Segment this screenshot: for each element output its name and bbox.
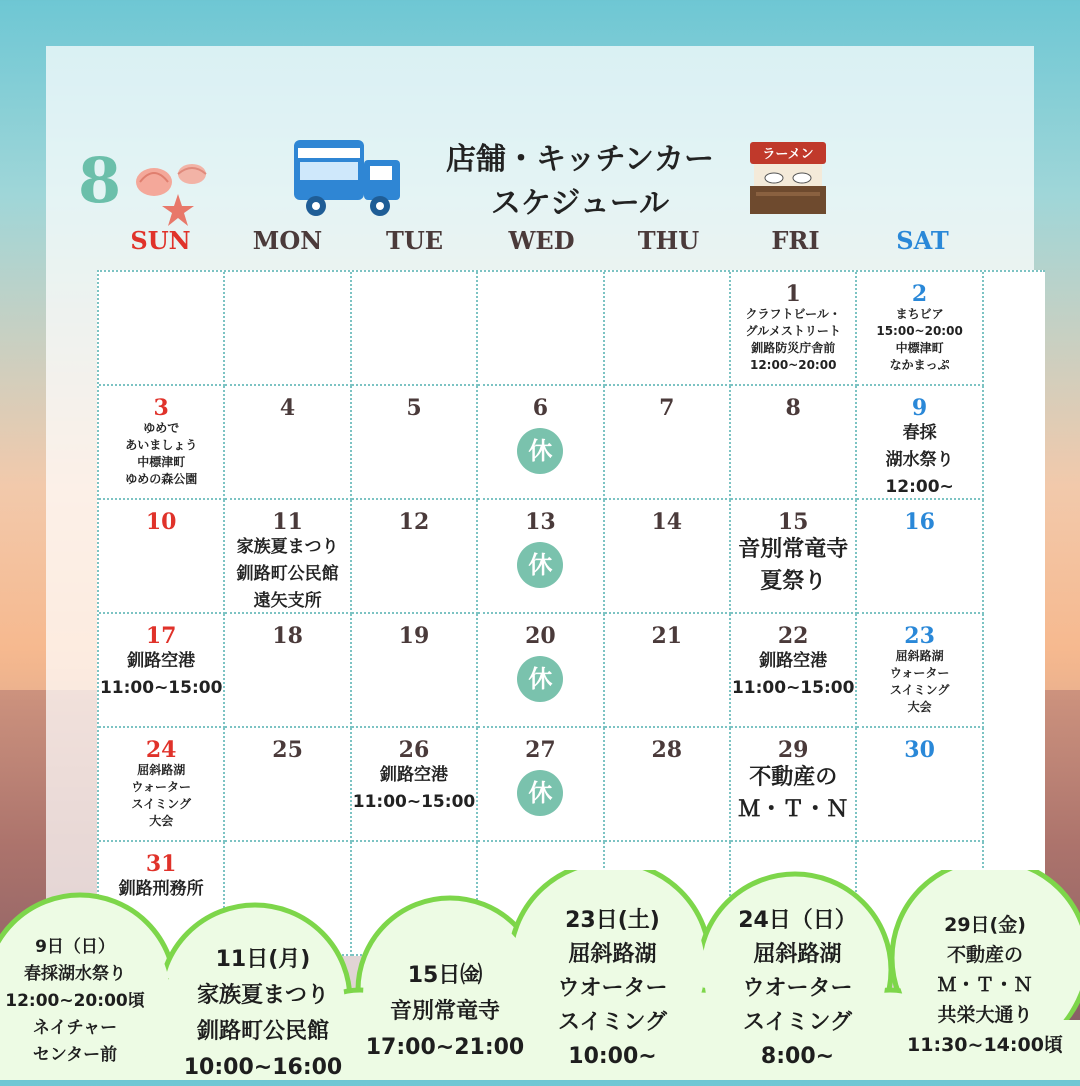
day-number: 15 xyxy=(777,509,809,535)
calendar-day-cell xyxy=(857,386,983,500)
day-event: 家族夏まつり 釧路町公民館 遠矢支所 xyxy=(236,537,339,611)
calendar-day-cell xyxy=(225,500,351,614)
calendar-day-cell xyxy=(478,614,604,728)
calendar-day-cell xyxy=(352,728,478,842)
day-number: 9 xyxy=(911,395,928,421)
event-bubble-15: 15日㈮ 音別常竜寺 17:00~21:00 xyxy=(365,963,525,1060)
page-title xyxy=(380,138,780,226)
day-event: まちビア 15:00~20:00 中標津町 なかまっぷ xyxy=(876,307,963,372)
day-number: 20 xyxy=(525,623,556,649)
calendar-day-cell xyxy=(731,386,857,500)
calendar-day-cell xyxy=(99,728,225,842)
event-bubble-9: 9日（日） 春採湖水祭り 12:00~20:00頃 ネイチャー センター前 xyxy=(5,937,145,1065)
day-event: 不動産の Ｍ・Ｔ・Ｎ xyxy=(738,765,849,822)
day-number: 31 xyxy=(145,851,177,877)
day-event: ゆめで あいましょう 中標津町 ゆめの森公園 xyxy=(125,421,198,486)
day-number: 28 xyxy=(651,737,683,763)
calendar-day-cell xyxy=(731,272,857,386)
calendar-day-cell xyxy=(99,272,225,386)
day-number: 18 xyxy=(272,623,303,649)
seashell-icon xyxy=(128,160,218,230)
weekday-label: SUN xyxy=(130,226,191,255)
day-number: 27 xyxy=(525,737,556,763)
title-line-2: スケジュール xyxy=(490,186,670,221)
day-number: 5 xyxy=(406,395,422,421)
day-event: 釧路空港 11:00~15:00 xyxy=(731,651,855,698)
title-line-1: 店舗・キッチンカー xyxy=(446,142,714,177)
day-number: 26 xyxy=(398,737,430,763)
calendar-day-cell xyxy=(352,500,478,614)
day-number: 4 xyxy=(279,395,296,421)
day-number: 23 xyxy=(904,623,935,649)
day-number: 16 xyxy=(904,509,935,535)
day-event: 釧路空港 11:00~15:00 xyxy=(352,765,476,812)
day-event: 屈斜路湖 ウォーター スイミング 大会 xyxy=(889,649,950,714)
calendar-day-cell xyxy=(352,272,478,386)
calendar-day-cell xyxy=(857,728,983,842)
ramen-sign-text: ラーメン xyxy=(762,147,814,162)
calendar-day-cell xyxy=(99,386,225,500)
calendar-day-cell xyxy=(857,614,983,728)
day-number: 22 xyxy=(777,623,809,649)
calendar-day-cell xyxy=(857,272,983,386)
day-event: 釧路空港 11:00~15:00 xyxy=(99,651,223,698)
day-number: 21 xyxy=(651,623,683,649)
calendar-day-cell xyxy=(605,272,731,386)
calendar-day-cell xyxy=(225,272,351,386)
event-bubble-29: 29日(金) 不動産の Ｍ・Ｔ・Ｎ 共栄大通り 11:30~14:00頃 xyxy=(907,914,1063,1056)
calendar-day-cell xyxy=(605,500,731,614)
calendar-day-cell xyxy=(478,728,604,842)
weekday-label: THU xyxy=(637,226,700,255)
weekday-label: FRI xyxy=(771,226,820,255)
calendar-day-cell xyxy=(99,500,225,614)
calendar-day-cell xyxy=(99,614,225,728)
day-number: 10 xyxy=(145,509,177,535)
calendar-day-cell xyxy=(478,386,604,500)
day-event: 釧路刑務所 xyxy=(118,879,204,899)
weekday-header xyxy=(97,226,1045,258)
day-number: 30 xyxy=(904,737,935,763)
day-number: 29 xyxy=(777,737,809,763)
closed-day-badge: 休 xyxy=(517,428,563,474)
closed-day-badge: 休 xyxy=(517,656,563,702)
ramen-stall-icon xyxy=(748,140,828,216)
day-number: 14 xyxy=(651,509,683,535)
calendar-day-cell xyxy=(731,614,857,728)
calendar-day-cell xyxy=(225,386,351,500)
closed-day-badge: 休 xyxy=(517,770,563,816)
calendar-day-cell xyxy=(731,500,857,614)
day-number: 8 xyxy=(785,395,801,421)
day-number: 1 xyxy=(785,281,801,307)
calendar-day-cell xyxy=(478,272,604,386)
day-number: 13 xyxy=(525,509,556,535)
calendar-day-cell xyxy=(605,386,731,500)
calendar-day-cell xyxy=(605,614,731,728)
day-number: 17 xyxy=(145,623,177,649)
day-event: 音別常竜寺 夏祭り xyxy=(738,537,849,594)
calendar-day-cell xyxy=(857,500,983,614)
day-number: 11 xyxy=(272,509,303,535)
month-number: 8 xyxy=(78,144,122,217)
calendar-grid xyxy=(97,270,1045,956)
day-number: 24 xyxy=(145,737,177,763)
day-number: 2 xyxy=(911,281,928,307)
event-bubble-24: 24日（日） 屈斜路湖 ウオーター スイミング 8:00~ xyxy=(738,908,857,1069)
calendar-day-cell xyxy=(352,386,478,500)
weekday-label: SAT xyxy=(896,226,949,255)
day-event: 屈斜路湖 ウォーター スイミング 大会 xyxy=(131,763,191,828)
day-number: 25 xyxy=(272,737,303,763)
calendar-day-cell xyxy=(352,614,478,728)
day-number: 3 xyxy=(153,395,169,421)
calendar-day-cell xyxy=(605,728,731,842)
weekday-label: WED xyxy=(508,226,575,255)
day-number: 7 xyxy=(659,395,675,421)
day-event: クラフトビール・ グルメストリート 釧路防災庁舎前 12:00~20:00 xyxy=(745,307,841,372)
closed-day-badge: 休 xyxy=(517,542,563,588)
day-number: 6 xyxy=(532,395,549,421)
event-bubble-23: 23日(土) 屈斜路湖 ウオーター スイミング 10:00~ xyxy=(557,908,668,1069)
weekday-label: TUE xyxy=(385,226,444,255)
event-bubble-11: 11日(月) 家族夏まつり 釧路町公民館 10:00~16:00 xyxy=(183,947,343,1080)
calendar-day-cell xyxy=(225,728,351,842)
calendar-day-cell xyxy=(478,500,604,614)
calendar-day-cell xyxy=(731,728,857,842)
day-event: 春採 湖水祭り 12:00~ xyxy=(885,423,954,497)
calendar-day-cell xyxy=(225,614,351,728)
day-number: 12 xyxy=(398,509,430,535)
weekday-label: MON xyxy=(252,226,323,255)
day-number: 19 xyxy=(398,623,430,649)
